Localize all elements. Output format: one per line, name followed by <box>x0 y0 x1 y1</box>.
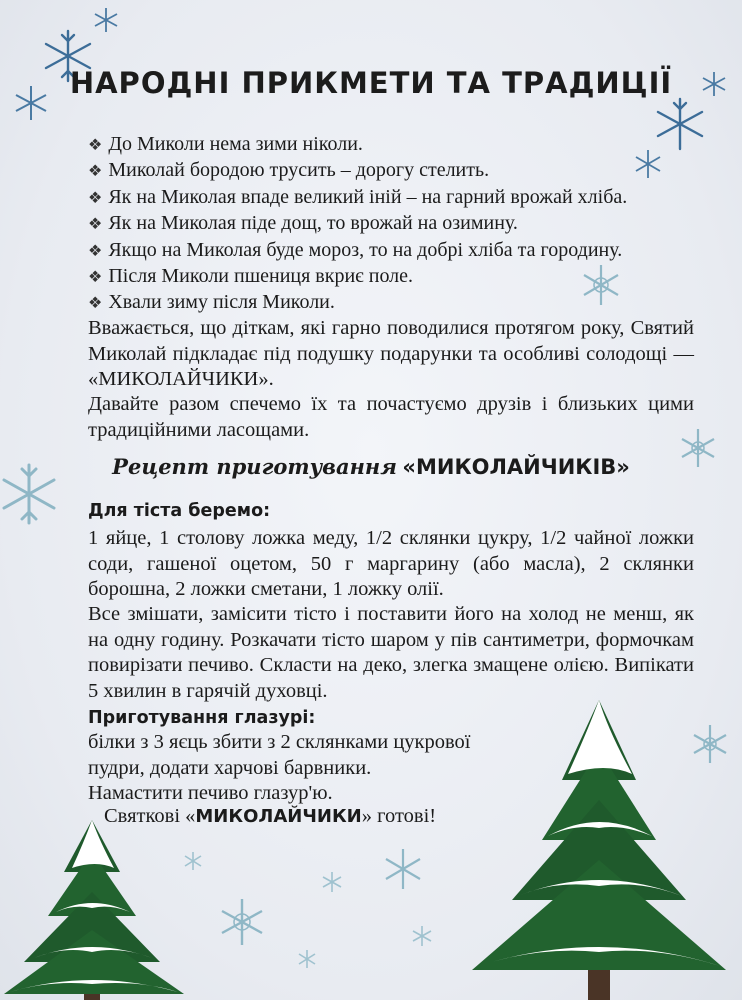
bullet-icon: ❖ <box>88 189 103 207</box>
final-step: Намастити печиво глазур'ю. <box>88 782 333 804</box>
snowflake-icon <box>320 870 344 894</box>
dough-label: Для тіста беремо: <box>88 501 271 521</box>
list-item: ❖ До Миколи нема зими ніколи. <box>88 133 363 155</box>
bullet-icon: ❖ <box>88 295 103 313</box>
bullet-icon: ❖ <box>88 163 103 181</box>
bullet-icon: ❖ <box>88 269 103 287</box>
recipe-title-part2: «МИКОЛАЙЧИКІВ» <box>402 455 630 479</box>
snowflake-icon <box>296 948 318 970</box>
method-paragraph: Все змішати, замісити тісто і поставити його на холод не менш, як на одну годину. Розкачати тісто шаром у пів сантиметри, формочкам повирізати печиво. Скласти на деко, злегка змащене олією. Випікати 5 хвилин в гарячій духовці. <box>88 603 694 702</box>
list-item: ❖ Як на Миколая піде дощ, то врожай на озимину. <box>88 212 518 235</box>
glaze-label: Приготування глазурі: <box>88 708 316 728</box>
intro-paragraph-2: Давайте разом спечемо їх та почастуємо друзів і близьких цими традиційними ласощами. <box>88 393 694 441</box>
bullet-icon: ❖ <box>88 242 103 260</box>
bullet-icon: ❖ <box>88 216 103 234</box>
recipe-title <box>0 454 742 480</box>
page-title: НАРОДНІ ПРИКМЕТИ ТА ТРАДИЦІЇ <box>69 66 673 100</box>
list-item: ❖ Після Миколи пшениця вкриє поле. <box>88 265 414 288</box>
snowy-fir-tree-left <box>0 812 190 1000</box>
recipe-title-part1: Рецепт приготування <box>112 454 397 479</box>
snowflake-icon <box>410 924 434 948</box>
cookie-name: МИКОЛАЙЧИКИ <box>195 806 362 827</box>
final-line: Святкові «МИКОЛАЙЧИКИ» готові! <box>104 805 437 827</box>
ingredients-paragraph: 1 яйце, 1 столову ложка меду, 1/2 склянки цукру, 1/2 чайної ложки соди, гашеної оцетом, 50 г маргарину (або масла), 2 склянки борошна, 2 ложки сметани, 1 ложку олії. <box>88 527 694 600</box>
list-item: ❖ Хвали зиму після Миколи. <box>88 291 335 314</box>
bullet-icon: ❖ <box>88 137 103 154</box>
glaze-paragraph: білки з 3 яєць збити з 2 склянками цукрової пудри, додати харчові барвники. <box>88 731 471 779</box>
folk-signs-list <box>88 132 627 317</box>
intro-paragraph: Вважається, що діткам, які гарно поводилися протягом року, Святий Миколай підкладає під подушку подарунки та особливі солодощі — «МИКОЛАЙЧИКИ». <box>88 317 694 390</box>
list-item: ❖ Як на Миколая впаде великий іній – на гарний врожай хліба. <box>88 185 628 208</box>
snowflake-icon <box>380 846 426 892</box>
list-item: ❖ Миколай бородою трусить – дорогу стелить. <box>88 159 490 182</box>
snowflake-icon <box>216 896 268 948</box>
snowflake-icon <box>652 96 708 152</box>
snowflake-icon <box>92 6 120 34</box>
snowflake-icon <box>632 148 664 180</box>
list-item: ❖ Якщо на Миколая буде мороз, то на добрі хліба та городину. <box>88 238 623 261</box>
